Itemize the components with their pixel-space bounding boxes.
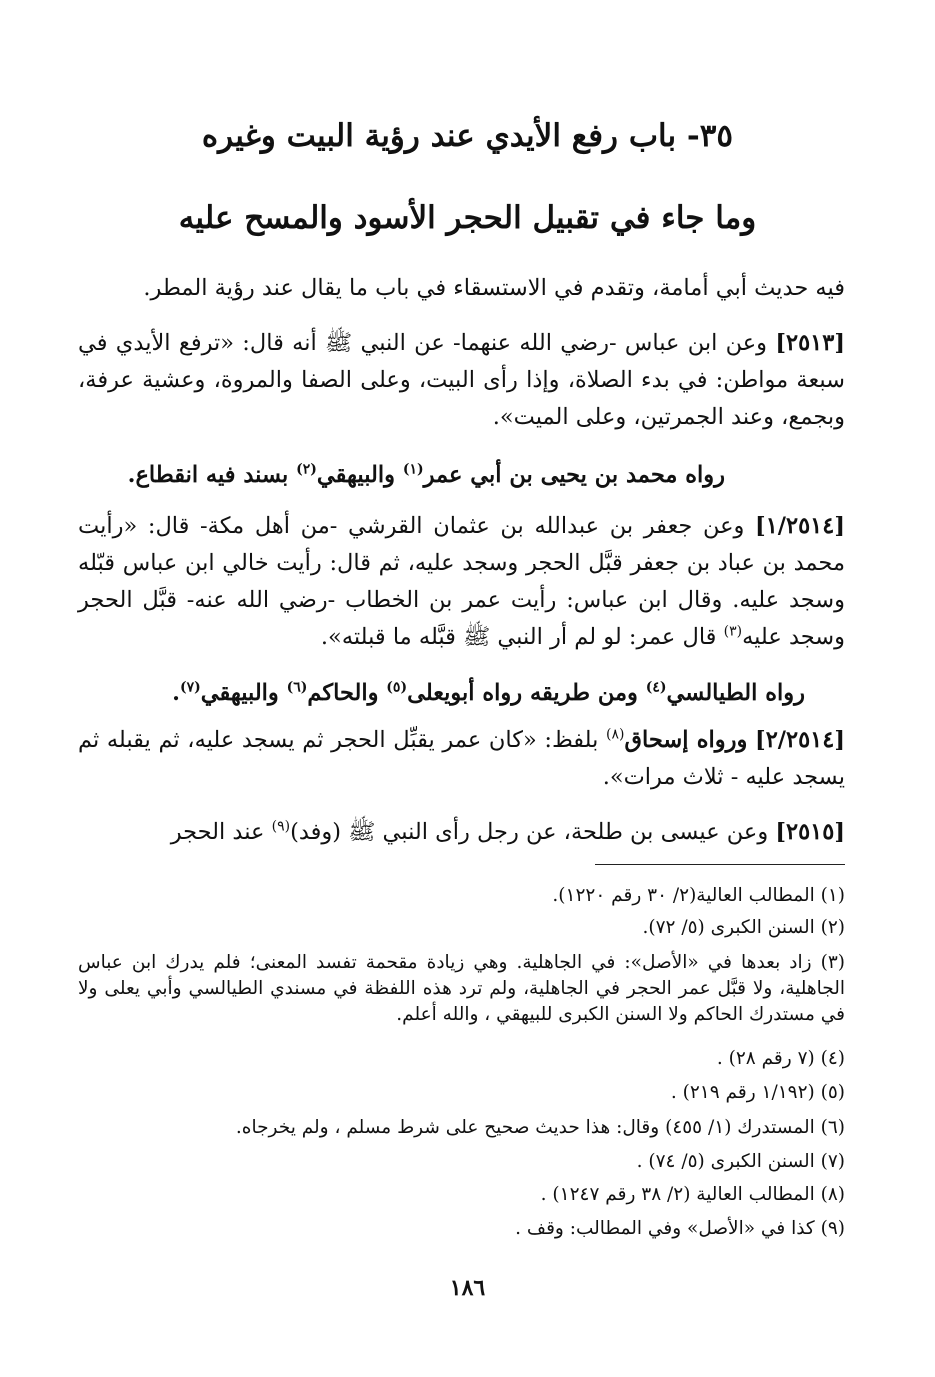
- hadith-text: وعن ابن عباس -رضي الله عنهما- عن النبي ﷺ أنه قال: «ترفع الأيدي في سبعة مواطن: في بدء الصلاة، وإذا رأى البيت، وعلى الصفا والمروة، وعشية عرفة، وبجمع، وعند الجمرتين، وعلى الميت».: [78, 330, 845, 430]
- footnote-8: (٨) المطالب العالية (٢/ ٣٨ رقم ١٢٤٧) .: [540, 1184, 845, 1205]
- narration-text: والحاكم: [307, 680, 387, 706]
- footnote-5: (٥) (١/١٩٢ رقم ٢١٩) .: [670, 1082, 845, 1103]
- narration-note-1: [78, 457, 725, 494]
- footnote-marker: (٦): [286, 679, 308, 696]
- footnote-marker: (٥): [386, 679, 408, 696]
- narration-text: والبيهقي: [316, 462, 403, 488]
- footnote-7: (٧) السنن الكبرى (٥/ ٧٤) .: [636, 1151, 845, 1172]
- footnote-marker: (٢): [296, 461, 317, 478]
- narration-text: ومن طريقه رواه أبويعلى: [407, 680, 646, 706]
- hadith-text: وعن عيسى بن طلحة، عن رجل رأى النبي ﷺ (وفد): [290, 819, 769, 845]
- footnote-marker: (٧): [179, 679, 201, 696]
- footnote-marker: (٩): [271, 818, 291, 835]
- footnote-marker: (٨): [606, 726, 625, 743]
- footnote-9: (٩) كذا في «الأصل» وفي المطالب: وقف .: [515, 1218, 845, 1239]
- footnote-divider: [595, 864, 845, 865]
- footnote-2: (٢) السنن الكبرى (٥/ ٧٢).: [642, 917, 845, 938]
- intro-paragraph: فيه حديث أبي أمامة، وتقدم في الاستسقاء في باب ما يقال عند رؤية المطر.: [143, 275, 845, 301]
- hadith-number: [٢/٢٥١٤]: [755, 727, 845, 753]
- footnote-3: (٣) زاد بعدها في «الأصل»: في الجاهلية. وهي زيادة مقحمة تفسد المعنى؛ فلم يدرك ابن عباس الجاهلية، ولا قبَّل عمر الحجر في الجاهلية، ولم ترد هذه اللفظة في مسندي الطيالسي وأبي يعلى ولا في مستدرك الحاكم ولا السنن الكبرى للبيهقي ، والله أعلم.: [78, 952, 845, 1025]
- footnote-6: (٦) المستدرك (١/ ٤٥٥) وقال: هذا حديث صحيح على شرط مسلم ، ولم يخرجاه.: [235, 1117, 845, 1138]
- hadith-2513: [78, 325, 845, 436]
- hadith-2514-1: [78, 508, 845, 656]
- footnote-marker: (٣): [723, 623, 743, 640]
- narration-text: رواه محمد بن يحيى بن أبي عمر: [423, 462, 725, 488]
- hadith-text: ورواه إسحاق: [624, 727, 748, 753]
- hadith-2515: [78, 814, 845, 851]
- hadith-text: وعن جعفر بن عبدالله بن عثمان القرشي -من أهل مكة- قال: «رأيت محمد بن عباد بن جعفر قبَّل الحجر وسجد عليه، ثم قال: رأيت خالي ابن عباس قبّله وسجد عليه. وقال ابن عباس: رأيت عمر بن الخطاب -رضي الله عنه- قبَّل الحجر وسجد عليه: [78, 513, 845, 650]
- hadith-number: [٢٥١٣]: [775, 330, 846, 356]
- narration-text: رواه الطيالسي: [666, 680, 805, 706]
- narration-text: بسند فيه انقطاع.: [127, 462, 297, 488]
- hadith-number: [١/٢٥١٤]: [755, 513, 845, 539]
- hadith-text: قال عمر: لو لم أر النبي ﷺ قبَّله ما قبلته».: [320, 624, 724, 650]
- hadith-2514-2: [78, 722, 845, 796]
- narration-text: والبيهقي: [200, 680, 287, 706]
- footnote-4: (٤) (٧ رقم ٢٨) .: [716, 1048, 845, 1069]
- chapter-title: ٣٥- باب رفع الأيدي عند رؤية البيت وغيره: [201, 118, 734, 154]
- page-number: ١٨٦: [449, 1275, 486, 1301]
- hadith-number: [٢٥١٥]: [775, 819, 845, 845]
- narration-note-2: [78, 675, 805, 712]
- footnote-1: (١) المطالب العالية(٢/ ٣٠ رقم ١٢٢٠).: [552, 885, 845, 906]
- hadith-text: عند الحجر: [170, 819, 272, 845]
- hadith-text: بلفظ: «كان عمر يقبِّل الحجر ثم يسجد عليه، ثم يقبله ثم يسجد عليه - ثلاث مرات».: [78, 727, 845, 790]
- chapter-subtitle: وما جاء في تقبيل الحجر الأسود والمسح عليه: [178, 200, 757, 236]
- footnote-marker: (٤): [645, 679, 667, 696]
- footnote-marker: (١): [402, 461, 424, 478]
- narration-text: .: [172, 680, 180, 706]
